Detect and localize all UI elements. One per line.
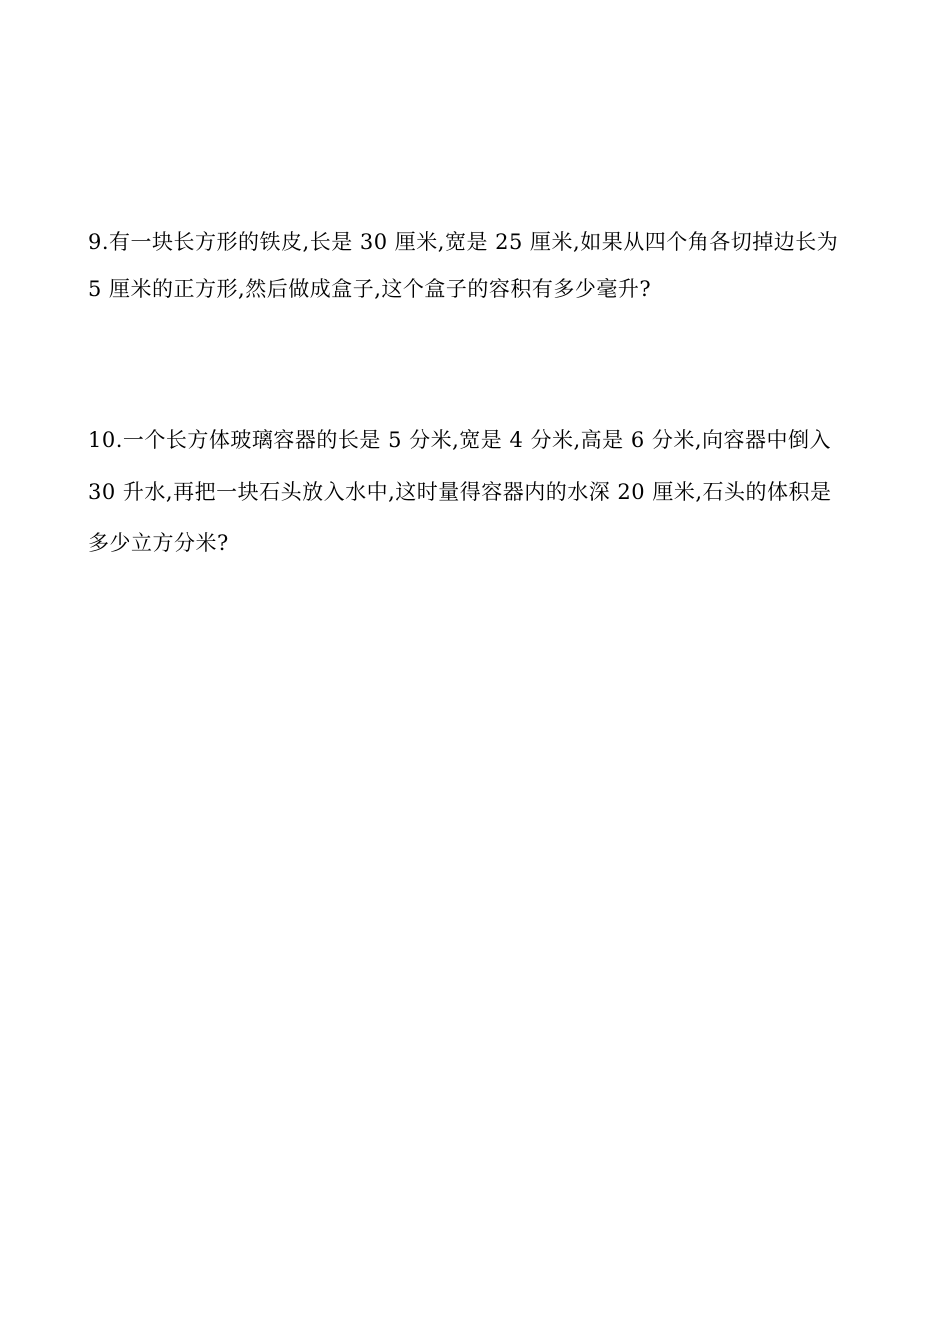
problem-9-line-1: 9.有一块长方形的铁皮,长是 30 厘米,宽是 25 厘米,如果从四个角各切掉边长为 xyxy=(88,230,839,254)
problem-10-line-3: 多少立方分米? xyxy=(88,531,229,555)
problem-9-line-2: 5 厘米的正方形,然后做成盒子,这个盒子的容积有多少毫升? xyxy=(88,277,652,301)
problem-10-line-2: 30 升水,再把一块石头放入水中,这时量得容器内的水深 20 厘米,石头的体积是 xyxy=(88,480,832,504)
problem-10-line-1: 10.一个长方体玻璃容器的长是 5 分米,宽是 4 分米,高是 6 分米,向容器中倒入 xyxy=(88,428,832,452)
